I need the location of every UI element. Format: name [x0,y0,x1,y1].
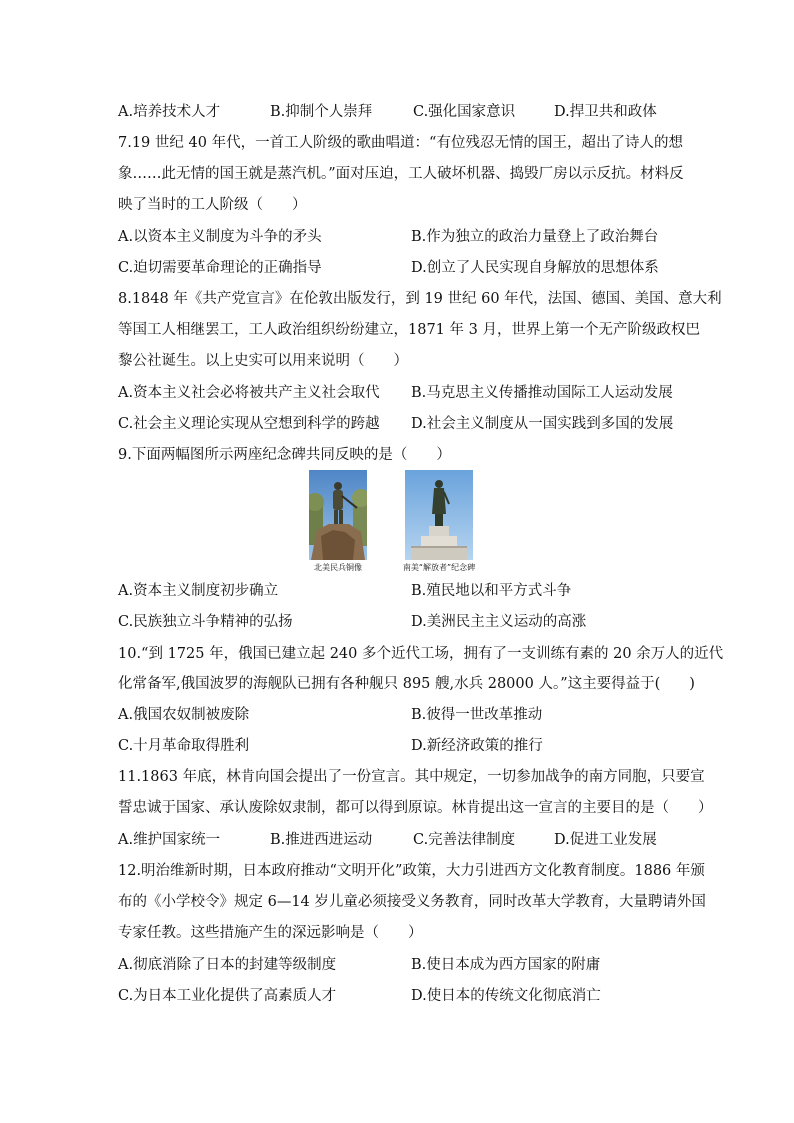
q11-stem-line-1: 11.1863 年底，林肯向国会提出了一份宣言。其中规定，一切参加战争的南方同胞，只要宣 [118,769,705,785]
q8-option-c: C.社会主义理论实现从空想到科学的跨越 [118,416,380,432]
q12-stem-line-3: 专家任教。这些措施产生的深远影响是（ ） [118,925,423,941]
q12-option-c: C.为日本工业化提供了高素质人才 [118,988,337,1004]
q6-option-b: B.抑制个人崇拜 [270,104,373,120]
q8-option-a: A.资本主义社会必将被共产主义社会取代 [118,385,380,401]
q7-option-c: C.迫切需要革命理论的正确指导 [118,260,322,276]
q12-option-d: D.使日本的传统文化彻底消亡 [411,988,601,1004]
q7-option-d: D.创立了人民实现自身解放的思想体系 [411,260,659,276]
q12-option-b: B.使日本成为西方国家的附庸 [411,957,601,973]
q9-option-c: C.民族独立斗争精神的弘扬 [118,614,293,630]
q10-option-d: D.新经济政策的推行 [411,738,543,754]
q8-option-d: D.社会主义制度从一国实践到多国的发展 [411,416,674,432]
q6-option-d: D.捍卫共和政体 [554,104,657,120]
q10-stem-line-2: 化常备军,俄国波罗的海舰队已拥有各种舰只 895 艘,水兵 28000 人。”这主要得益于( ) [118,676,695,692]
liberator-monument-photo [405,470,473,560]
q6-option-a: A.培养技术人才 [118,104,221,120]
q12-stem-line-1: 12.明治维新时期，日本政府推动“文明开化”政策，大力引进西方文化教育制度。1886 年颁 [118,863,705,879]
q10-option-a: A.俄国农奴制被废除 [118,707,250,723]
q9-option-b: B.殖民地以和平方式斗争 [411,583,572,599]
q11-option-c: C.完善法律制度 [413,832,516,848]
q7-stem-line-3: 映了当时的工人阶级（ ） [118,197,307,213]
q7-stem-line-1: 7.19 世纪 40 年代，一首工人阶级的歌曲唱道：“有位残忍无情的国王，超出了诗人的想 [118,135,683,151]
q9-option-d: D.美洲民主主义运动的高涨 [411,614,587,630]
q12-option-a: A.彻底消除了日本的封建等级制度 [118,957,337,973]
q12-stem-line-2: 布的《小学校令》规定 6—14 岁儿童必须接受义务教育，同时改革大学教育，大量聘请外国 [118,894,706,910]
q11-option-b: B.推进西进运动 [270,832,373,848]
q8-stem-line-1: 8.1848 年《共产党宣言》在伦敦出版发行，到 19 世纪 60 年代，法国、德国、美国、意大利 [118,291,722,307]
minuteman-statue-photo [309,470,367,560]
q8-stem-line-2: 等国工人相继罢工，工人政治组织纷纷建立，1871 年 3 月，世界上第一个无产阶级政权巴 [118,322,700,338]
q10-option-c: C.十月革命取得胜利 [118,738,250,754]
q11-option-a: A.维护国家统一 [118,832,221,848]
q9-option-a: A.资本主义制度初步确立 [118,583,279,599]
q10-option-b: B.彼得一世改革推动 [411,707,543,723]
q7-stem-line-2: 象……此无情的国王就是蒸汽机。”面对压迫，工人破坏机器、捣毁厂房以示反抗。材料反 [118,166,684,182]
q9-stem-line-1: 9.下面两幅图所示两座纪念碑共同反映的是（ ） [118,447,451,463]
q11-stem-line-2: 誓忠诚于国家、承认废除奴隶制，都可以得到原谅。林肯提出这一宣言的主要目的是（ ） [118,800,713,816]
q10-stem-line-1: 10.“到 1725 年，俄国已建立起 240 多个近代工场，拥有了一支训练有素的 20 余万人的近代 [118,646,724,662]
q8-stem-line-3: 黎公社诞生。以上史实可以用来说明（ ） [118,353,408,369]
liberator-caption: 南美“解放者”纪念碑 [402,563,476,572]
q11-option-d: D.促进工业发展 [554,832,657,848]
q7-option-b: B.作为独立的政治力量登上了政治舞台 [411,229,659,245]
q6-option-c: C.强化国家意识 [413,104,516,120]
q7-option-a: A.以资本主义制度为斗争的矛头 [118,229,322,245]
minuteman-caption: 北美民兵铜像 [314,563,362,572]
q8-option-b: B.马克思主义传播推动国际工人运动发展 [411,385,673,401]
